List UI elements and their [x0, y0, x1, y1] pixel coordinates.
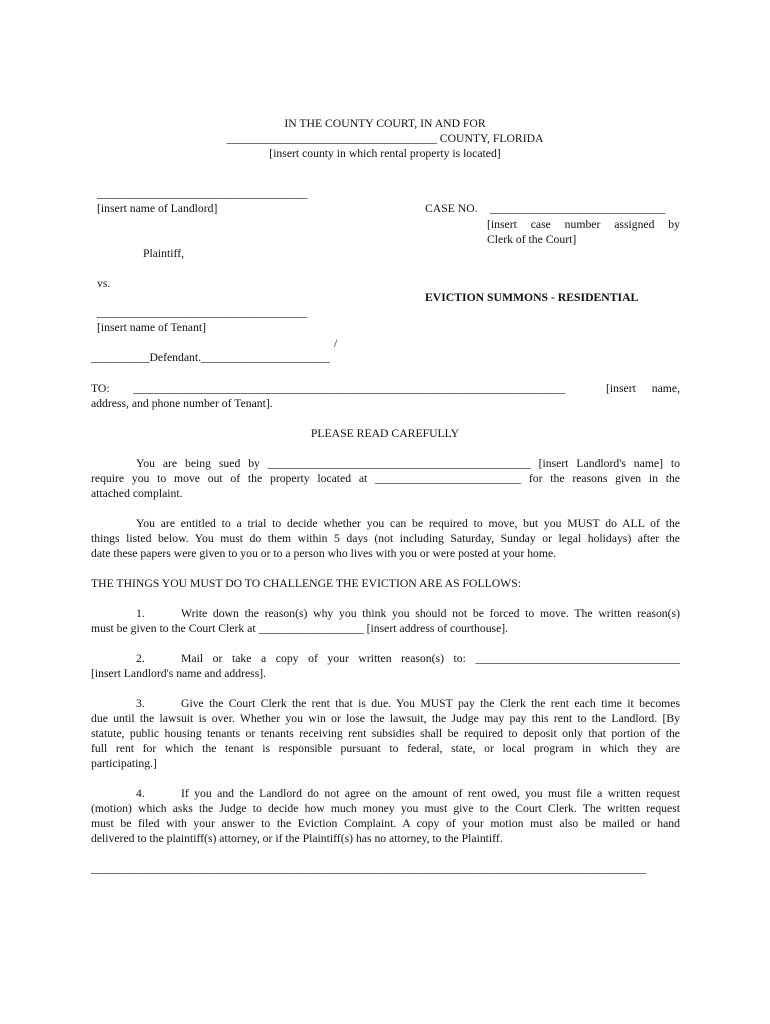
item-4-number: 4. [136, 787, 145, 800]
item-3-line5: participating.] [91, 757, 157, 770]
item-1-number: 1. [136, 607, 145, 620]
item-1-line2: must be given to the Court Clerk at __________________ [insert address of courthouse]. [91, 622, 509, 635]
court-header-county-line: ____________________________________ COUNTY, FLORIDA [226, 132, 544, 145]
court-header-county-hint: [insert county in which rental property is located] [269, 147, 501, 160]
sued-paragraph-line3: attached complaint. [91, 487, 183, 500]
trial-paragraph-line2: things listed below. You must do them within 5 days (not including Saturday, Sunday or legal holidays) after the [91, 532, 680, 545]
trial-paragraph-line1: You are entitled to a trial to decide whether you can be required to move, but you MUST do ALL of the [136, 517, 680, 530]
item-2-line1: Mail or take a copy of your written reason(s) to: ___________________________________ [181, 652, 680, 665]
item-4-line4: delivered to the plaintiff(s) attorney, or if the Plaintiff(s) has no attorney, to the Plaintiff. [91, 832, 503, 845]
footer-rule: _______________________________________________________________________________________________ [91, 862, 647, 875]
things-you-must-do-heading: THE THINGS YOU MUST DO TO CHALLENGE THE EVICTION ARE AS FOLLOWS: [91, 577, 521, 590]
caption-slash: / [334, 337, 338, 350]
defendant-label: Defendant. [149, 351, 202, 364]
defendant-line [91, 350, 330, 365]
sued-paragraph-line2: require you to move out of the property located at _________________________ for the reasons given in the [91, 472, 680, 485]
item-1-line1: Write down the reason(s) why you think you should not be forced to move. The written reason(s) [181, 607, 680, 620]
please-read-heading: PLEASE READ CAREFULLY [310, 427, 460, 440]
tenant-details-hint-end: address, and phone number of Tenant]. [91, 397, 273, 410]
tenant-name-blank: ____________________________________ [97, 306, 308, 319]
plaintiff-label: Plaintiff, [143, 247, 185, 260]
trial-paragraph-line3: date these papers were given to you or to a person who lives with you or were posted at your home. [91, 547, 557, 560]
to-label: TO: [91, 382, 110, 395]
item-3-number: 3. [136, 697, 145, 710]
case-number-blank: ______________________________ [490, 202, 666, 215]
defendant-blank-before: __________ [91, 351, 150, 364]
landlord-name-blank: ____________________________________ [97, 187, 308, 200]
item-4-line1: If you and the Landlord do not agree on the amount of rent owed, you must file a written request [181, 787, 680, 800]
document-title: EVICTION SUMMONS - RESIDENTIAL [425, 291, 639, 304]
case-number-label: CASE NO. [425, 202, 478, 215]
item-4-line2: (motion) which asks the Judge to decide how much money you must give to the Court Clerk. The written request [91, 802, 680, 815]
defendant-blank-after: ______________________ [201, 351, 330, 364]
court-header-line1: IN THE COUNTY COURT, IN AND FOR [284, 117, 486, 130]
item-2-line2: [insert Landlord's name and address]. [91, 667, 267, 680]
sued-paragraph-line1: You are being sued by _____________________________________________ [insert Landlord's name] to [136, 457, 680, 470]
case-number-hint-line2: Clerk of the Court] [487, 233, 577, 246]
case-number-hint-line1: [insert case number assigned by [487, 218, 680, 231]
landlord-name-hint: [insert name of Landlord] [97, 202, 218, 215]
tenant-details-blank: __________________________________________________________________________ [133, 382, 566, 395]
item-4-line3: must be filed with your answer to the Eviction Complaint. A copy of your motion must also be mailed or hand [91, 817, 680, 830]
item-3-line4: full rent for which the tenant is responsible pursuant to federal, state, or local program in which they are [91, 742, 680, 755]
vs-label: vs. [97, 277, 111, 290]
item-3-line2: due until the lawsuit is over. Whether you win or lose the lawsuit, the Judge may pay this rent to the Landlord. [By [91, 712, 680, 725]
item-3-line3: statute, public housing tenants or tenants receiving rent subsidies shall be required to deposit only that portion of the [91, 727, 680, 740]
item-2-number: 2. [136, 652, 145, 665]
item-3-line1: Give the Court Clerk the rent that is due. You MUST pay the Clerk the rent each time it becomes [181, 697, 680, 710]
tenant-details-hint-start: [insert name, [606, 382, 680, 395]
tenant-name-hint: [insert name of Tenant] [97, 321, 206, 334]
